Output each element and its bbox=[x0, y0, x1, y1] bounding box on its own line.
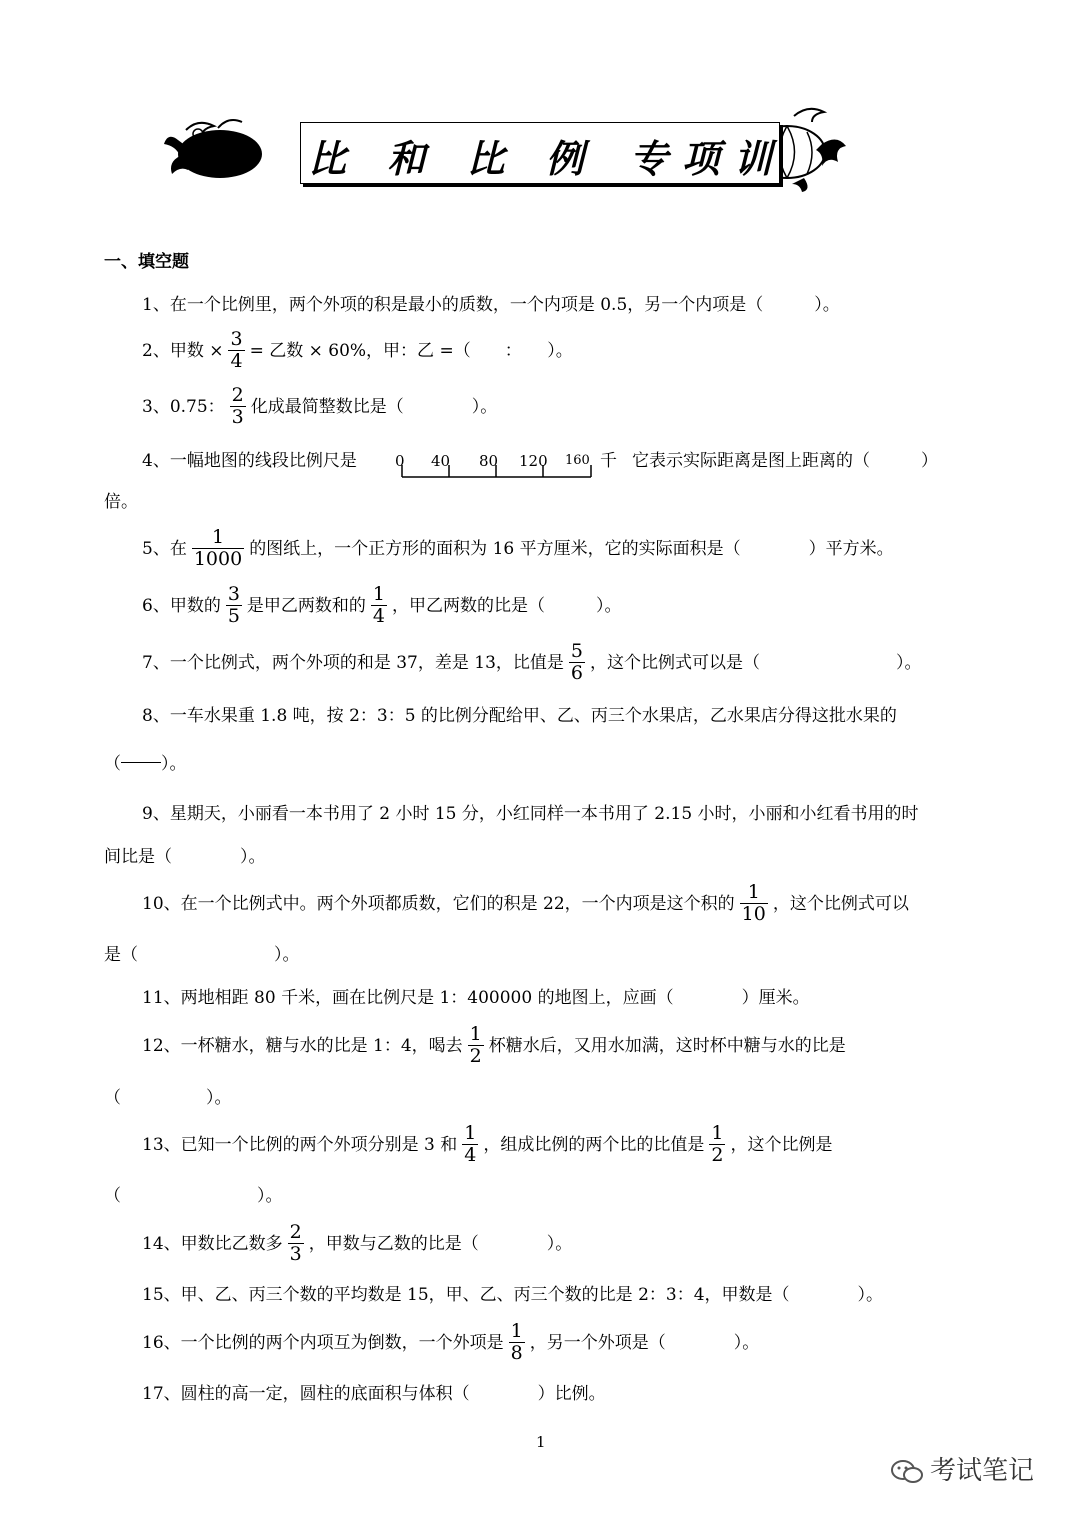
q13-denominator-2: 2 bbox=[711, 1144, 724, 1166]
q2-numerator: 3 bbox=[230, 328, 243, 350]
q16-numerator: 1 bbox=[510, 1320, 523, 1342]
question-3 bbox=[142, 385, 497, 428]
question-17: 17、圆柱的高一定，圆柱的底面积与体积（ ）比例。 bbox=[142, 1384, 606, 1404]
question-15: 15、甲、乙、丙三个数的平均数是 15，甲、乙、丙三个数的比是 2：3：4，甲数是（ ）。 bbox=[142, 1285, 884, 1305]
scale-label-80: 80 bbox=[479, 452, 499, 470]
watermark bbox=[890, 1450, 1034, 1487]
question-14 bbox=[142, 1222, 572, 1265]
question-11: 11、两地相距 80 千米，画在比例尺是 1：400000 的地图上，应画（ ）厘米。 bbox=[142, 988, 810, 1008]
q2-denominator: 4 bbox=[230, 350, 243, 372]
q16-denominator: 8 bbox=[510, 1342, 523, 1364]
question-10-text-c: 是（ ）。 bbox=[104, 945, 300, 965]
scale-line bbox=[395, 463, 605, 483]
q5-text-b: 的图纸上，一个正方形的面积为 16 平方厘米，它的实际面积是（ ）平方米。 bbox=[249, 538, 894, 559]
title-part1: 比 和 比 例 bbox=[308, 137, 598, 181]
question-8-text-a: 8、一车水果重 1.8 吨，按 2：3：5 的比例分配给甲、乙、丙三个水果店，乙水果店分得这批水果的 bbox=[142, 706, 897, 726]
q7-text-b: ，这个比例式可以是（ ）。 bbox=[589, 652, 922, 673]
q13-fraction-1 bbox=[462, 1123, 478, 1166]
q10-text-a: 10、在一个比例式中。两个外项都质数，它们的积是 22，一个内项是这个积的 bbox=[142, 893, 735, 914]
q13-numerator-2: 1 bbox=[711, 1122, 724, 1144]
q13-text-c: ，这个比例是 bbox=[730, 1134, 833, 1155]
question-5 bbox=[142, 527, 894, 570]
scale-label-40: 40 bbox=[431, 452, 451, 470]
q13-denominator-1: 4 bbox=[464, 1144, 477, 1166]
q7-text-a: 7、一个比例式，两个外项的和是 37，差是 13，比值是 bbox=[142, 652, 564, 673]
q7-numerator: 5 bbox=[570, 640, 583, 662]
question-4-text-c: 倍。 bbox=[104, 492, 138, 512]
q8-close-paren: ）。 bbox=[161, 754, 187, 774]
q6-numerator-1: 3 bbox=[227, 583, 240, 605]
q6-denominator-2: 4 bbox=[372, 605, 386, 627]
question-6 bbox=[142, 584, 622, 627]
q12-text-a: 12、一杯糖水，糖与水的比是 1：4，喝去 bbox=[142, 1035, 463, 1056]
section-heading: 一、填空题 bbox=[104, 252, 189, 272]
question-4-text-a: 4、一幅地图的线段比例尺是 bbox=[142, 451, 357, 471]
page-number: 1 bbox=[536, 1433, 546, 1451]
question-4-text-b: 它表示实际距离是图上距离的（ ） bbox=[632, 451, 938, 471]
watermark-text: 考试笔记 bbox=[930, 1456, 1035, 1486]
q12-numerator: 1 bbox=[469, 1023, 482, 1045]
q16-text-a: 16、一个比例的两个内项互为倒数，一个外项是 bbox=[142, 1332, 504, 1353]
wechat-icon bbox=[890, 1459, 924, 1485]
q5-text-a: 5、在 bbox=[142, 538, 187, 559]
q7-denominator: 6 bbox=[570, 662, 583, 684]
q13-numerator-1: 1 bbox=[464, 1122, 477, 1144]
q4-unit: 千 bbox=[600, 451, 617, 471]
q4-scale-bar bbox=[395, 449, 605, 483]
scale-label-160: 160 bbox=[565, 453, 590, 468]
question-9-text-a: 9、星期天，小丽看一本书用了 2 小时 15 分，小红同样一本书用了 2.15 小时，小丽和小红看书用的时 bbox=[142, 804, 919, 824]
q2-text-b: = 乙数 × 60%，甲：乙 =（ ： ）。 bbox=[249, 340, 573, 361]
q6-fraction-1 bbox=[226, 584, 242, 627]
q5-numerator: 1 bbox=[192, 527, 244, 549]
question-16 bbox=[142, 1321, 759, 1364]
q5-fraction bbox=[192, 527, 244, 570]
q14-text-a: 14、甲数比乙数多 bbox=[142, 1233, 283, 1254]
q13-text-b: ，组成比例的两个比的比值是 bbox=[483, 1134, 705, 1155]
question-9-text-b: 间比是（ ）。 bbox=[104, 847, 266, 867]
q6-text-c: ，甲乙两数的比是（ ）。 bbox=[392, 595, 622, 616]
pumpkin-left-icon bbox=[158, 112, 268, 192]
question-7 bbox=[142, 641, 921, 684]
q6-denominator-1: 5 bbox=[227, 605, 240, 627]
scale-label-120: 120 bbox=[519, 452, 548, 470]
q14-text-b: ，甲数与乙数的比是（ ）。 bbox=[308, 1233, 573, 1254]
q7-fraction bbox=[569, 641, 585, 684]
question-12-text-c: （ ）。 bbox=[104, 1088, 232, 1108]
q10-denominator: 10 bbox=[741, 903, 766, 925]
q10-text-b: ，这个比例式可以 bbox=[772, 893, 909, 914]
question-1: 1、在一个比例里，两个外项的积是最小的质数，一个内项是 0.5，另一个内项是（ ）。 bbox=[142, 295, 840, 315]
q6-fraction-2 bbox=[371, 584, 387, 627]
q8-open-paren: （ bbox=[104, 754, 121, 774]
question-13-text-d: （ ）。 bbox=[104, 1186, 283, 1206]
scale-label-0: 0 bbox=[395, 452, 405, 470]
q14-denominator: 3 bbox=[289, 1243, 302, 1265]
q12-fraction bbox=[468, 1024, 484, 1067]
question-10 bbox=[142, 882, 909, 925]
q6-text-a: 6、甲数的 bbox=[142, 595, 221, 616]
q5-denominator: 1000 bbox=[193, 548, 243, 570]
q3-denominator: 3 bbox=[231, 406, 244, 428]
q12-denominator: 2 bbox=[469, 1045, 482, 1067]
q16-text-b: ，另一个外项是（ ）。 bbox=[529, 1332, 760, 1353]
q3-fraction bbox=[230, 385, 246, 428]
question-2 bbox=[142, 329, 573, 372]
page-title bbox=[308, 128, 786, 183]
q6-text-b: 是甲乙两数和的 bbox=[246, 595, 366, 616]
q12-text-b: 杯糖水后，又用水加满，这时杯中糖与水的比是 bbox=[488, 1035, 846, 1056]
q3-text-a: 3、0.75： bbox=[142, 396, 225, 417]
q8-answer-blank bbox=[121, 762, 161, 763]
q10-fraction bbox=[740, 882, 768, 925]
q13-text-a: 13、已知一个比例的两个外项分别是 3 和 bbox=[142, 1134, 458, 1155]
q13-fraction-2 bbox=[709, 1123, 725, 1166]
q3-numerator: 2 bbox=[231, 384, 244, 406]
q6-numerator-2: 1 bbox=[372, 583, 386, 605]
q2-text-a: 2、甲数 × bbox=[142, 340, 224, 361]
q2-fraction bbox=[228, 329, 244, 372]
q10-numerator: 1 bbox=[740, 882, 768, 904]
title-part2: 专项训 bbox=[629, 137, 786, 181]
q14-numerator: 2 bbox=[289, 1221, 302, 1243]
question-12 bbox=[142, 1024, 846, 1067]
question-8-text-b bbox=[104, 754, 187, 774]
question-13 bbox=[142, 1123, 832, 1166]
q16-fraction bbox=[509, 1321, 525, 1364]
q3-text-b: 化成最简整数比是（ ）。 bbox=[250, 396, 498, 417]
q14-fraction bbox=[288, 1222, 304, 1265]
